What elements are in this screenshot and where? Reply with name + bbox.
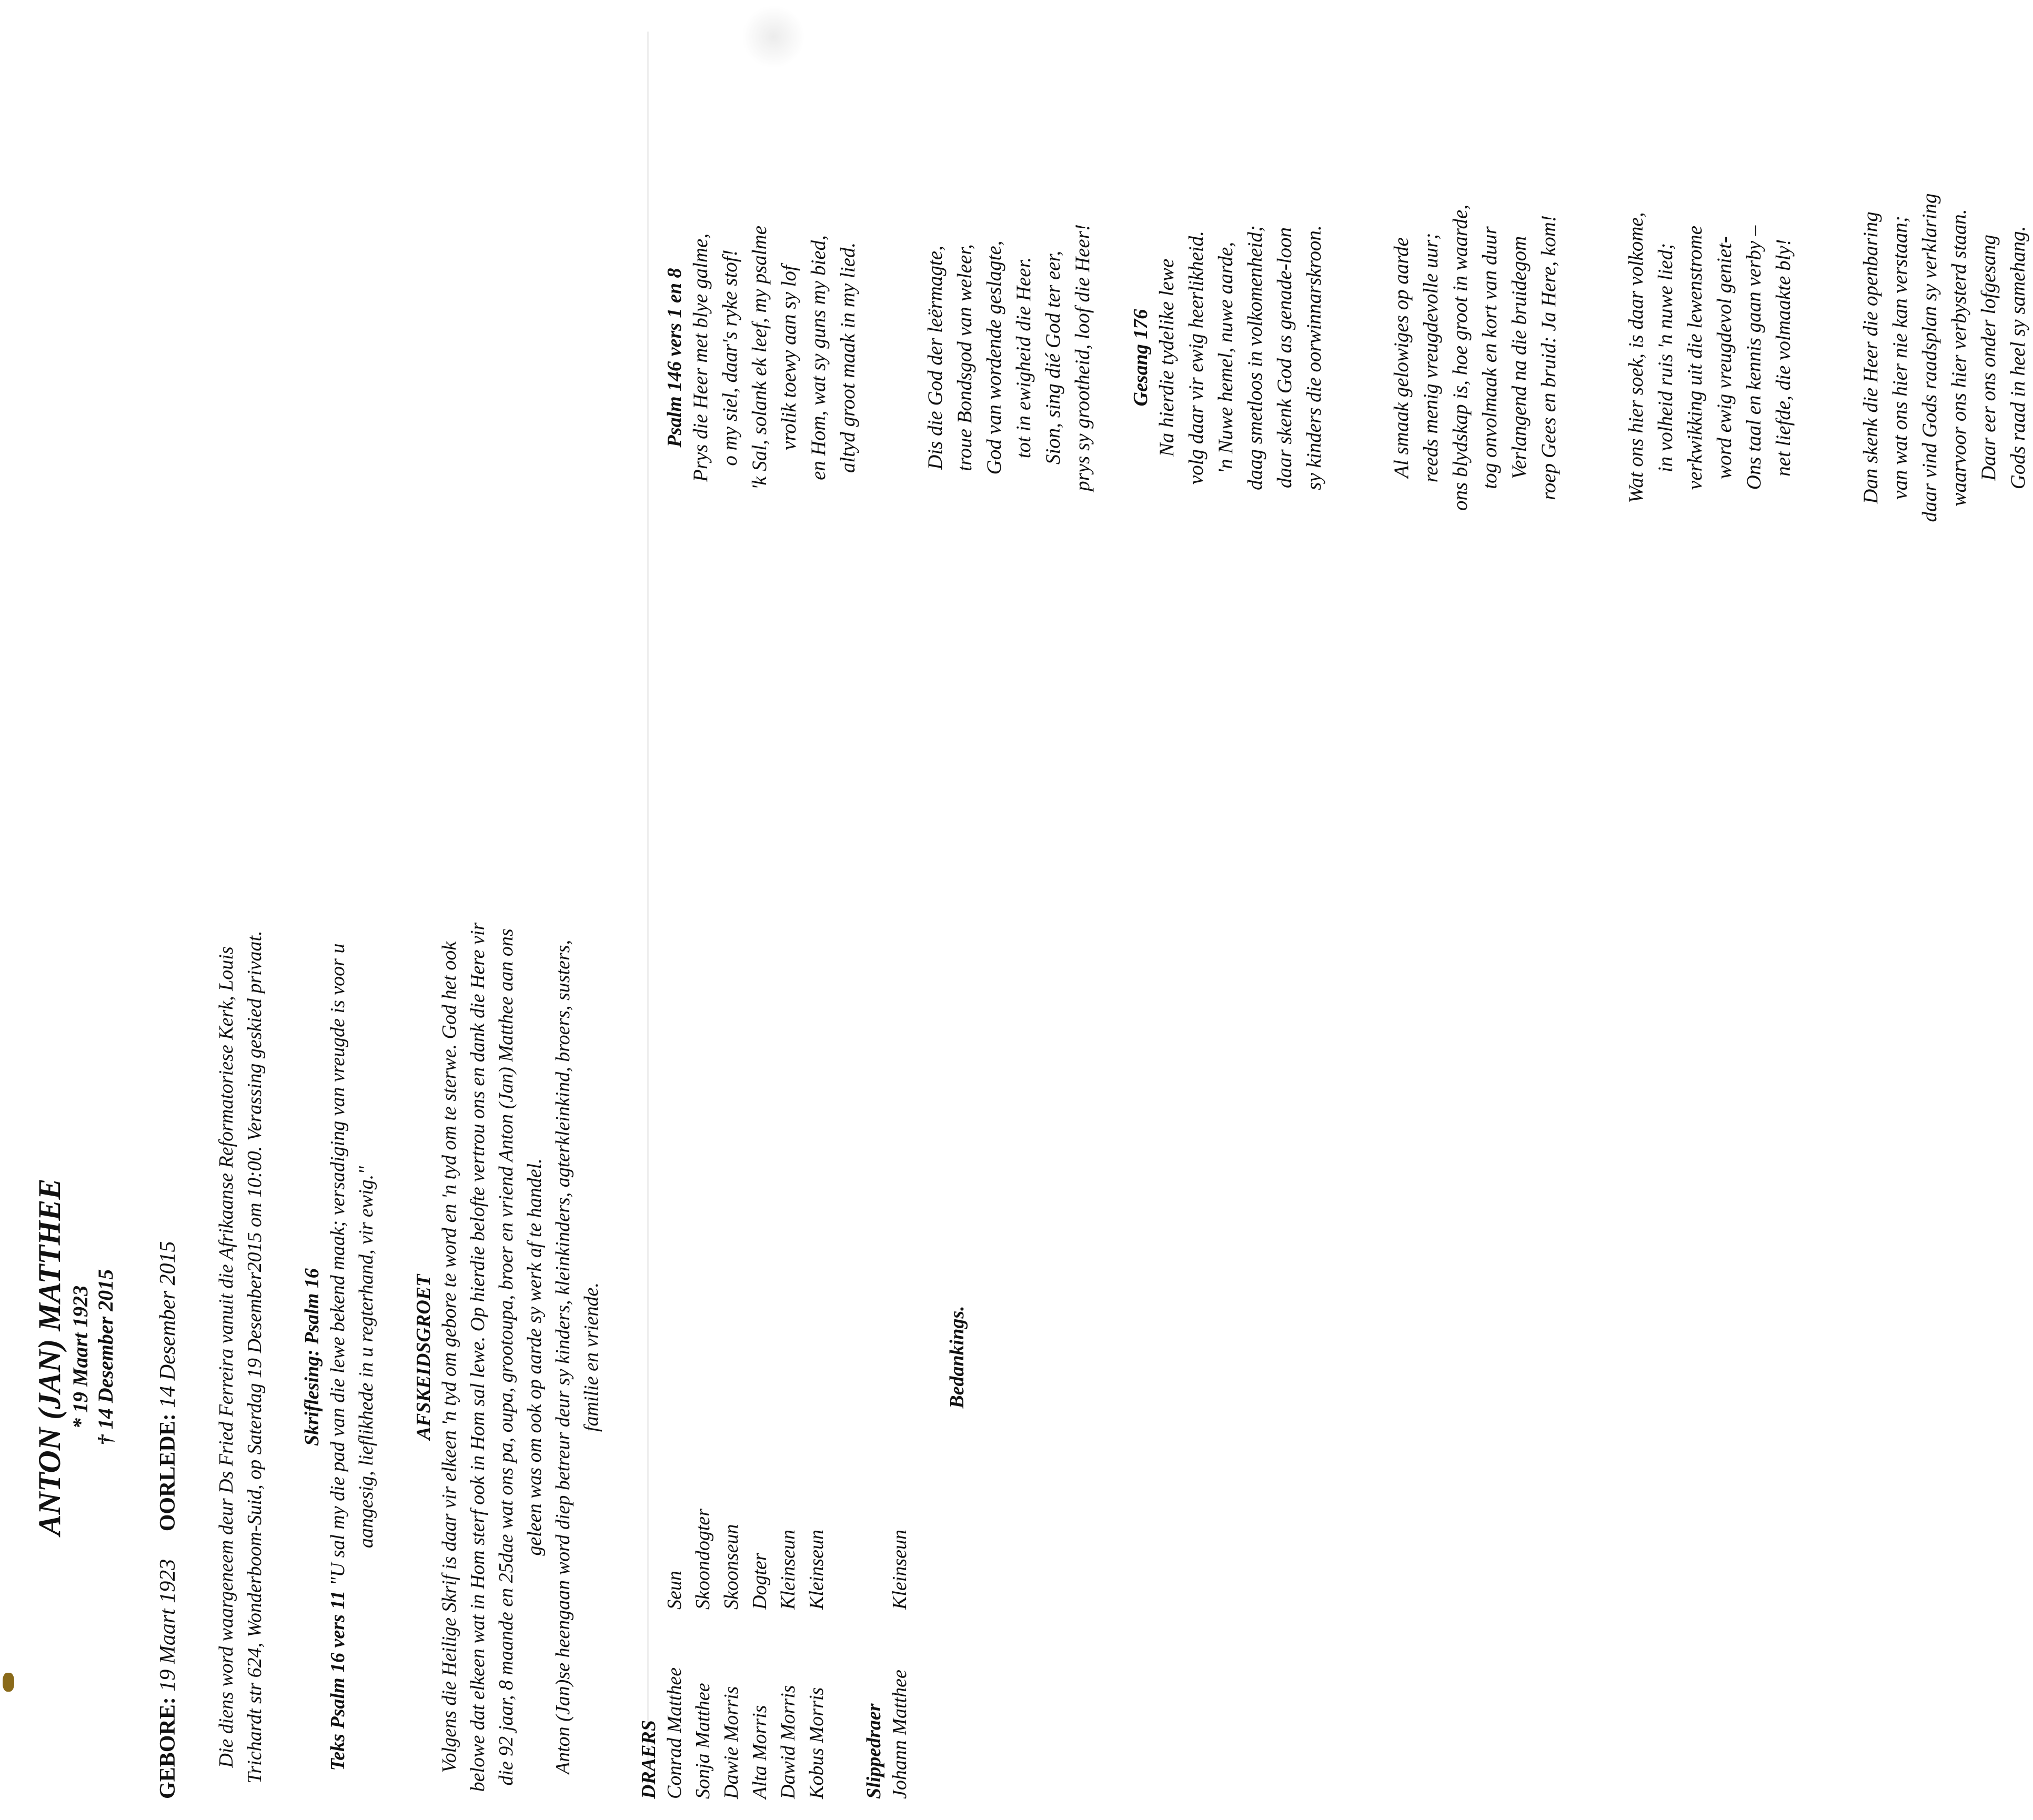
verse-line: waarvoor ons hier verbysterd staan. xyxy=(1948,209,1970,507)
verse-line: Na hierdie tydelike lewe xyxy=(1155,258,1178,457)
gebore-label: GEBORE: xyxy=(156,1697,180,1799)
verse-line: vrolik toewy aan sy lof xyxy=(778,265,800,450)
slippedraer-name: Johann Matthee xyxy=(889,1670,911,1799)
draer-name: Sonja Matthee xyxy=(692,1683,714,1799)
slippedraer-relation: Kleinseun xyxy=(889,1530,911,1610)
draer-name: Dawid Morris xyxy=(777,1685,799,1799)
draers-list xyxy=(660,915,831,1799)
psalm-verse-8 xyxy=(921,0,1098,715)
gesang-verse-3 xyxy=(1622,0,1798,715)
draer-relation: Kleinseun xyxy=(806,1530,828,1610)
draer-row xyxy=(802,915,831,1799)
draer-name: Conrad Matthee xyxy=(663,1667,686,1799)
verse-line: reeds menig vreugdevolle uur; xyxy=(1420,232,1442,483)
left-panel xyxy=(32,915,968,1799)
verse-line: Verlangend na die bruidegom xyxy=(1508,236,1531,480)
verse-line: daar vind Gods raadsplan sy verklaring xyxy=(1918,193,1941,522)
draer-row xyxy=(660,915,689,1799)
verse-line: Ons taal en kennis gaan verby – xyxy=(1743,225,1765,490)
slippedraer-row xyxy=(885,915,914,1799)
gebore-date: 19 Maart 1923 xyxy=(156,1559,180,1692)
gesang-verse-4 xyxy=(1856,0,2033,715)
verse-line: Dan skenk die Heer die openbaring xyxy=(1859,211,1882,504)
gesang-verse-1 xyxy=(1152,0,1329,715)
teks-paragraph xyxy=(324,915,380,1799)
draer-relation: Skoondogter xyxy=(692,1508,714,1610)
oorlede-label: OORLEDE: xyxy=(156,1413,180,1532)
afskeid-paragraph-2: Anton (Jan)se heengaan word diep betreur deur sy kinders, kleinkinders, agterkleinkind, broers, susters, familie en vriende. xyxy=(552,939,602,1775)
draer-name: Alta Morris xyxy=(749,1705,771,1799)
verse-line: roep Gees en bruid: Ja Here, kom! xyxy=(1537,215,1560,500)
verse-line: 'k Sal, solank ek leef, my psalme xyxy=(748,225,771,490)
verse-line: word ewig vreugdevol geniet- xyxy=(1713,236,1736,479)
born-line: * 19 Maart 1923 xyxy=(68,1285,92,1429)
dates-line xyxy=(155,915,180,1799)
verse-line: en Hom, wat sy guns my bied, xyxy=(807,235,830,480)
verse-line: daar skenk God as genade-loon xyxy=(1273,227,1296,489)
right-panel xyxy=(663,0,2029,715)
verse-line: troue Bondsgod van weleer, xyxy=(953,244,976,471)
scan-mark xyxy=(3,1673,14,1692)
draer-row xyxy=(774,915,802,1799)
draer-relation: Kleinseun xyxy=(777,1530,799,1610)
oorlede-date: 14 Desember 2015 xyxy=(156,1241,180,1408)
verse-line: in volheid ruis 'n nuwe lied; xyxy=(1654,242,1677,473)
gesang-verse-2 xyxy=(1387,0,1564,715)
slippedraer-heading: Slippedraer xyxy=(863,1703,885,1799)
verse-line: Dis die God der leërmagte, xyxy=(924,246,947,470)
draer-row xyxy=(689,915,717,1799)
gesang-heading: Gesang 176 xyxy=(1130,309,1152,407)
verse-line: daag smetloos in volkomenheid; xyxy=(1244,225,1266,490)
draers-heading: DRAERS xyxy=(638,1720,660,1799)
deceased-name: ANTON (JAN) MATTHEE xyxy=(32,1178,67,1536)
verse-line: volg daar vir ewig heerlikheid. xyxy=(1185,231,1207,484)
verse-line: Al smaak gelowiges op aarde xyxy=(1390,237,1413,478)
verse-line: tot in ewigheid die Heer. xyxy=(1012,257,1035,459)
afskeid-heading: AFSKEIDSGROET xyxy=(412,1274,435,1440)
verse-line: ons blydskap is, hoe groot in waarde, xyxy=(1449,204,1472,511)
teks-text: "U sal my die pad van die lewe bekend maak; versadiging van vreugde is voor u aangesig, lieflikhede in u regterhand, vir ewig." xyxy=(327,943,377,1586)
service-text: Die diens word waargeneem deur Ds Fried Ferreira vanuit die Afrikaanse Reformatoriese Kerk, Louis Trichardt str 624, Wonderboom-Suid, op Saterdag 19 Desember2015 om 10:00. Verassing geskied privaat. xyxy=(215,931,266,1784)
verse-line: Wat ons hier soek, is daar volkome, xyxy=(1625,212,1647,503)
verse-line: God van wordende geslagte, xyxy=(983,240,1005,475)
psalm-verse-1 xyxy=(686,0,863,715)
draer-name: Kobus Morris xyxy=(806,1687,828,1799)
skriflesing-heading: Skriflesing: Psalm 16 xyxy=(301,1268,323,1446)
psalm-heading: Psalm 146 vers 1 en 8 xyxy=(663,268,686,448)
verse-line: o my siel, daar's ryke stof! xyxy=(719,249,741,466)
draer-relation: Seun xyxy=(663,1571,686,1610)
verse-line: tog onvolmaak en kort van duur xyxy=(1478,226,1501,489)
bedankings-heading: Bedankings. xyxy=(946,1306,968,1409)
verse-line: 'n Nuwe hemel, nuwe aarde, xyxy=(1214,241,1237,474)
verse-line: Daar eer ons onder lofgesang xyxy=(1977,235,2000,481)
verse-line: Sion, sing dié God ter eer, xyxy=(1042,250,1064,465)
verse-line: verkwikking uit die lewenstrome xyxy=(1684,225,1706,490)
teks-label: Teks Psalm 16 vers 11 xyxy=(327,1590,349,1771)
verse-line: Gods raad in heel sy samehang. xyxy=(2007,226,2029,490)
draer-row xyxy=(746,915,774,1799)
draer-relation: Skoonseun xyxy=(720,1524,742,1610)
verse-line: altyd groot maak in my lied. xyxy=(837,242,859,473)
verse-line: Prys die Heer met blye galme, xyxy=(689,233,712,482)
verse-line: prys sy grootheid, loof die Heer! xyxy=(1071,224,1094,491)
draer-relation: Dogter xyxy=(749,1553,771,1610)
verse-line: van wat ons hier nie kan verstaan; xyxy=(1889,216,1911,500)
afskeid-paragraph-1: Volgens die Heilige Skrif is daar vir elkeen 'n tyd om gebore te word en 'n tyd om te sterwe. God het ook belowe dat elkeen wat in Hom sterf ook in Hom sal lewe. Op hierdie belofte vertrou ons en dank die Here vir die 92 jaar, 8 maande en 25dae wat ons pa, oupa, grootoupa, broer en vriend Anton (Jan) Matthee aan ons geleen was om ook op aarde sy werk af te handel. xyxy=(438,922,546,1792)
died-line: † 14 Desember 2015 xyxy=(94,1269,117,1445)
draer-row xyxy=(717,915,746,1799)
verse-line: net liefde, die volmaakte bly! xyxy=(1772,239,1795,477)
draer-name: Dawie Morris xyxy=(720,1686,742,1799)
verse-line: sy kinders die oorwinnarskroon. xyxy=(1303,225,1325,490)
